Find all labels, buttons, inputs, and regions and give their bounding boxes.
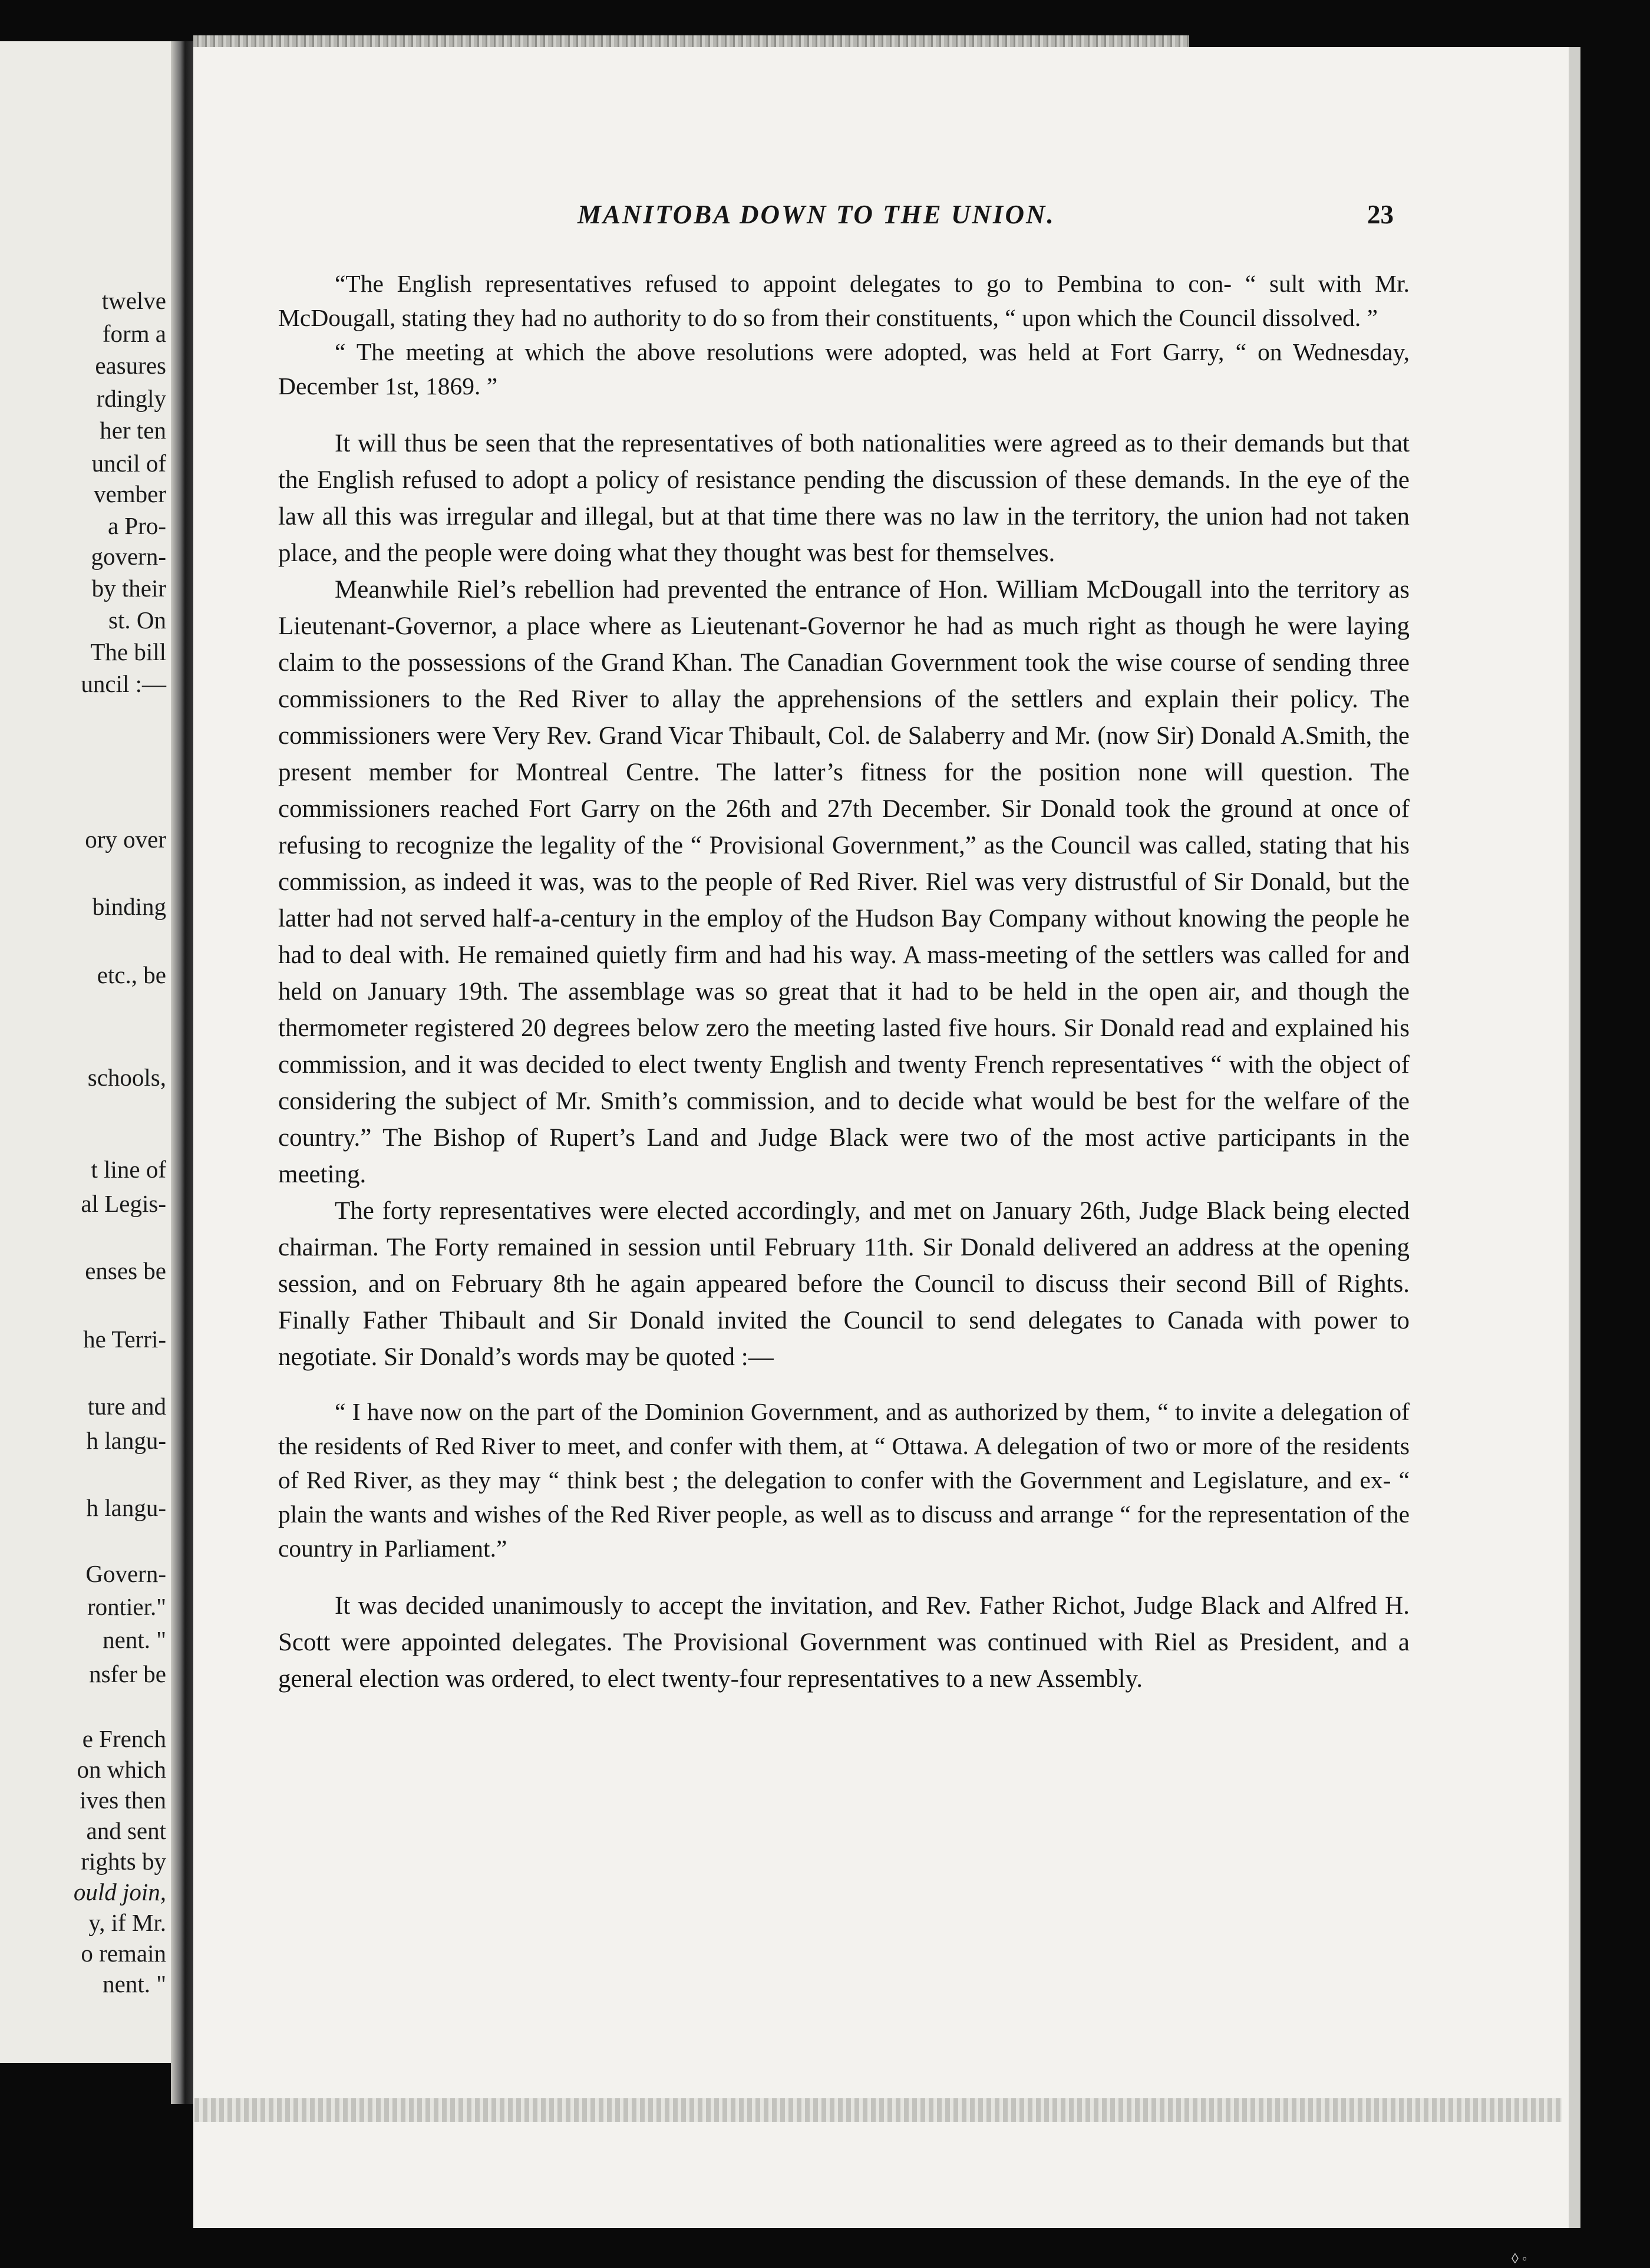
quoted-paragraph: “ The meeting at which the above resolutions were adopted, was held at Fort Garry, “ on Wednesday, December 1st, 1869. ” [278,338,1410,400]
facing-page-line: her ten [100,417,166,444]
facing-page-line: binding [92,893,166,920]
facing-page-line: Govern- [85,1560,166,1587]
facing-page-line: uncil :— [81,670,166,697]
facing-page-line: vember [94,480,166,507]
facing-page-line: ould join, [73,1878,166,1906]
facing-page-line: nent. " [103,1626,166,1653]
facing-page-line: rontier." [87,1593,166,1620]
facing-page-line: e French [82,1725,166,1752]
facing-page-line: on which [77,1756,166,1783]
facing-page-line: a Pro- [107,512,166,539]
facing-page-line: by their [91,575,166,602]
facing-page-line: easures [95,352,166,379]
facing-page-line: twelve [101,287,166,314]
facing-page-line: he Terri- [83,1326,166,1353]
facing-page-line: enses be [85,1257,166,1284]
facing-page-line: o remain [81,1940,166,1967]
paragraph: Meanwhile Riel’s rebellion had prevented the entrance of Hon. William McDougall into the territory as Lieutenant-Governor, a place where as Lieutenant-Governor he had as much right as though he were laying claim to the possessions of the Grand Khan. The Canadian Government took the wise course of sending three commissioners to the Red River to allay the apprehensions of the settlers and explain their policy. The commissioners were Very Rev. Grand Vicar Thibault, Col. de Salaberry and Mr. (now Sir) Donald A.Smith, the present member for Montreal Centre. The latter’s fitness for the position none will question. The commissioners reached Fort Garry on the 26th and 27th December. Sir Donald took the ground at once of refusing to recognize the legality of the “ Provisional Government,” as the Council was called, stating that his commission, as indeed it was, was to the people of Red River. Riel was very distrustful of Sir Donald, but the latter had not served half-a-century in the employ of the Hudson Bay Company without knowing the people he had to deal with. He remained quietly firm and had his way. A mass-meeting of the settlers was called for and held on January 19th. The assemblage was so great that it had to be held in the open air, and though the thermometer registered 20 degrees below zero the meeting lasted five hours. Sir Donald read and explained his commission, and it was decided to elect twenty English and twenty French representatives “ with the object of considering the subject of Mr. Smith’s commission, and to decide what would be best for the welfare of the country.” The Bishop of Rupert’s Land and Judge Black were two of the most active participants in the meeting. [278,576,1410,1188]
facing-page-line: etc., be [97,961,166,988]
facing-page-line: govern- [91,543,166,570]
facing-page-line: nent. " [103,1970,166,1997]
page-number: 23 [1367,200,1394,229]
paragraph: It will thus be seen that the representatives of both nationalities were agreed as to their demands but that the English refused to adopt a policy of resistance pending the discussion of these demands. In the eye of the law all this was irregular and illegal, but at that time there was no law in the territory, the union had not taken place, and the people were doing what they thought was best for themselves. [278,430,1410,567]
facing-page-line: uncil of [91,450,166,477]
facing-page-line: h langu- [86,1494,166,1521]
quoted-paragraph: “ I have now on the part of the Dominion Government, and as authorized by them, “ to invite a delegation of the residents of Red River to meet, and confer with them, at “ Ottawa. A delegation of two or more of the residents of Red River, as they may “ think best ; the delegation to confer with the Government and Legislature, and ex- “ plain the wants and wishes of the Red River people, as well as to discuss and arrange “ for the representation of the country in Parliament.” [278,1398,1410,1562]
body-text [278,266,1410,1697]
facing-page-line: al Legis- [81,1190,166,1217]
facing-page-line: rdingly [96,385,166,412]
facing-page-line: nsfer be [89,1660,166,1687]
facing-page-line: ory over [85,826,166,853]
facing-page-line: t line of [91,1156,166,1183]
scan-mark: ◊ ◦ [1512,2251,1527,2267]
facing-page-line: rights by [81,1848,166,1875]
paragraph: It was decided unanimously to accept the invitation, and Rev. Father Richot, Judge Black and Alfred H. Scott were appointed delegates. The Provisional Government was continued with Riel as President, and a general election was ordered, to elect twenty-four representatives to a new Assembly. [278,1592,1410,1693]
book-gutter [171,41,194,2104]
page-right-edge [1569,47,1580,2228]
facing-page-line: ives then [80,1786,166,1814]
facing-page-line: form a [102,320,166,347]
facing-page-line: and sent [86,1817,166,1844]
page-bottom-edge [194,2098,1562,2122]
paragraph: The forty representatives were elected accordingly, and met on January 26th, Judge Black being elected chairman. The Forty remained in session until February 11th. Sir Donald delivered an address at the opening session, and on February 8th he again appeared before the Council to discuss their second Bill of Rights. Finally Father Thibault and Sir Donald invited the Council to send delegates to Canada with power to negotiate. Sir Donald’s words may be quoted :— [278,1197,1410,1371]
facing-page-line: schools, [87,1064,166,1091]
facing-page-line: The bill [90,638,166,665]
facing-page-line: ture and [87,1393,166,1420]
running-head: MANITOBA DOWN TO THE UNION. [578,200,1055,229]
quoted-paragraph: “The English representatives refused to appoint delegates to go to Pembina to con- “ sult with Mr. McDougall, stating they had no authority to do so from their constituents, “ upon which the Council dissolved. ” [278,270,1410,331]
facing-page-line: h langu- [86,1427,166,1454]
facing-page-line: y, if Mr. [88,1909,166,1936]
facing-page-line: st. On [108,606,166,634]
